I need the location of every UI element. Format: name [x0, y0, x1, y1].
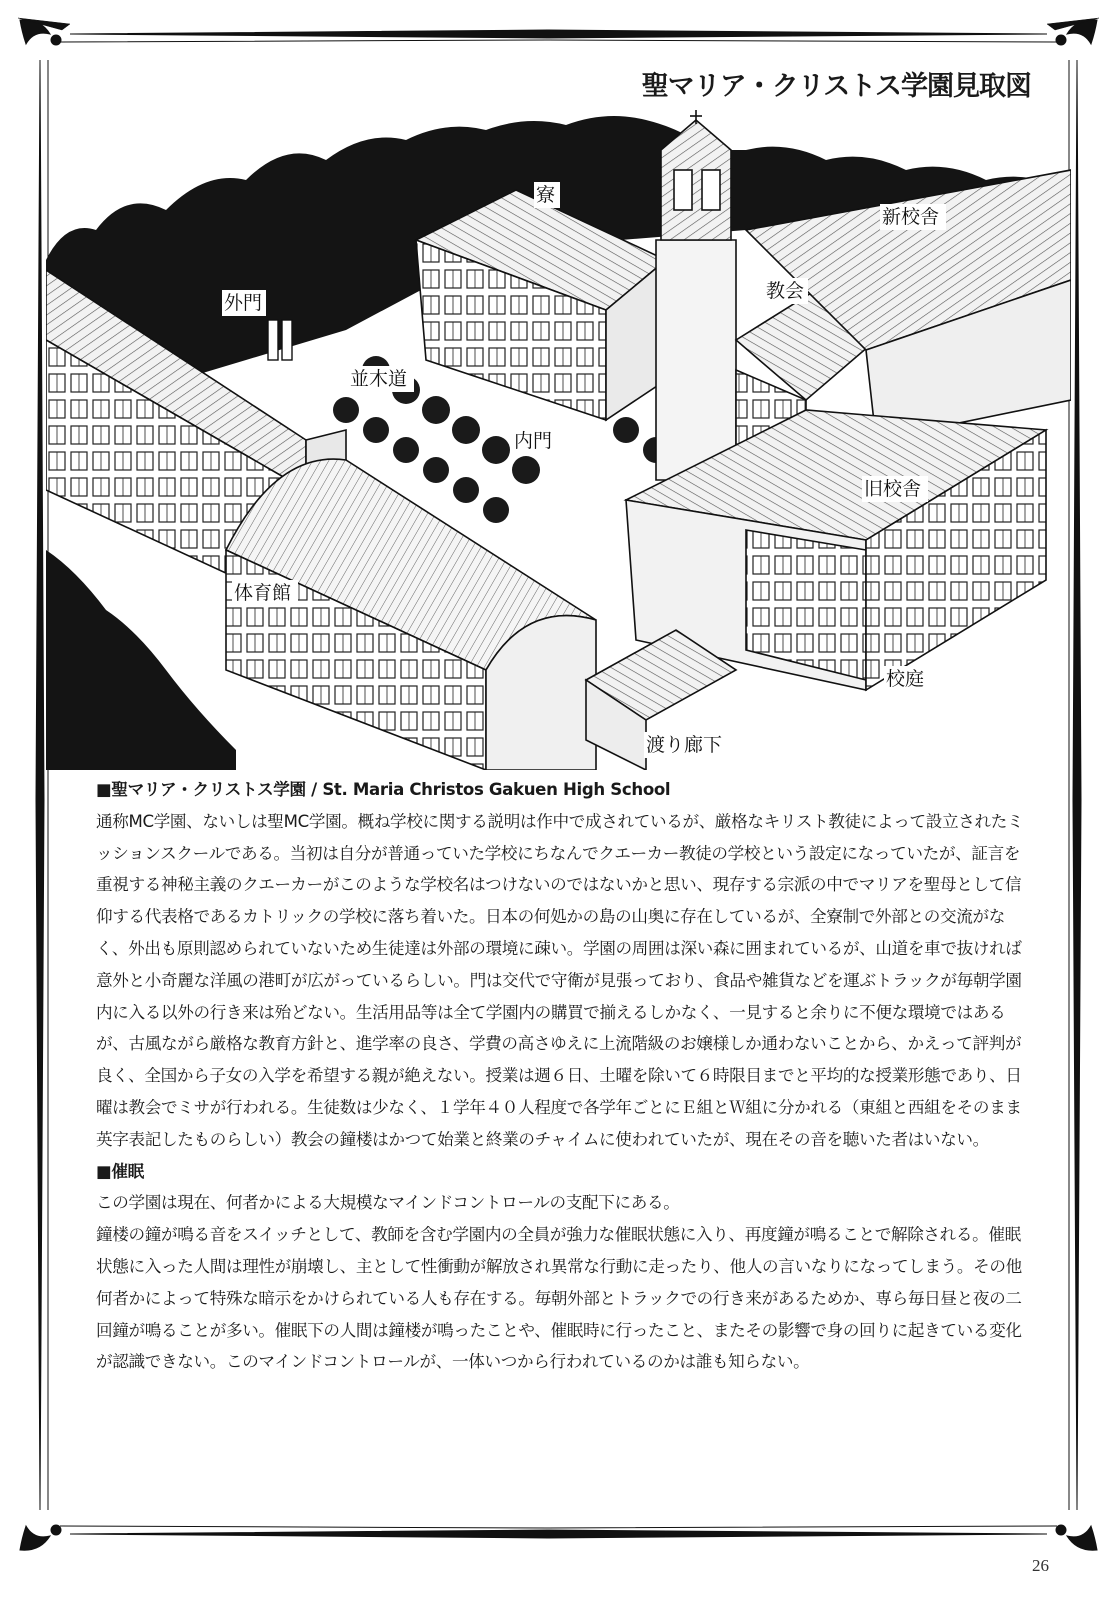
- label-church: 教会: [766, 280, 805, 302]
- gymnasium: [226, 459, 596, 770]
- corner-ornament-bl-icon: [20, 1525, 61, 1550]
- campus-map-illustration: [46, 110, 1071, 770]
- label-outer-gate: 外門: [224, 292, 263, 314]
- label-avenue: 並木道: [350, 368, 408, 390]
- page-title: 聖マリア・クリストス学園見取図: [641, 71, 1031, 102]
- label-courtyard: 校庭: [886, 668, 925, 690]
- description-text: [96, 774, 1030, 1378]
- label-gym: 体育館: [234, 582, 292, 604]
- section2-para2: 鐘楼の鐘が鳴る音をスイッチとして、教師を含む学園内の全員が強力な催眠状態に入り、再度鐘が鳴ることで解除される。催眠状態に入った人間は理性が崩壊し、主として性衝動が解放され異常な行動に走ったり、他人の言いなりになってしまう。その他何者かによって特殊な暗示をかけられている人も存在する。毎朝外部とトラックでの行き来があるためか、専ら毎日昼と夜の二回鐘が鳴ることが多い。催眠下の人間は鐘楼が鳴ったことや、催眠時に行ったこと、またその影響で身の回りに起きている変化が認識できない。このマインドコントロールが、一体いつから行われているのかは誰も知らない。: [96, 1225, 1022, 1372]
- label-new-building: 新校舎: [882, 206, 940, 228]
- label-old-building: 旧校舎: [864, 478, 922, 500]
- label-corridor: 渡り廊下: [646, 734, 723, 756]
- corner-ornament-tl-icon: [18, 18, 70, 45]
- section2-para1: この学園は現在、何者かによる大規模なマインドコントロールの支配下にある。: [96, 1193, 680, 1213]
- section1-body: 通称MC学園、ないしは聖MC学園。概ね学校に関する説明は作中で成されているが、厳格なキリスト教徒によって設立されたミッションスクールである。当初は自分が普通っていた学校にちなんでクエーカー教徒の学校という設定になっていたが、証言を重視する神秘主義のクエーカーがこのような学校名はつけないのではないかと思い、現存する宗派の中でマリアを聖母として信仰する代表格であるカトリックの学校に落ち着いた。日本の何処かの島の山奥に存在しているが、全寮制で外部との交流がなく、外出も原則認められていないため生徒達は外部の環境に疎い。学園の周囲は深い森に囲まれているが、山道を車で抜ければ意外と小奇麗な洋風の港町が広がっているらしい。門は交代で守衛が見張っており、食品や雑貨などを運ぶトラックが毎朝学園内に入る以外の行き来は殆どない。生活用品等は全て学園内の購買で揃えるしかなく、一見すると余りに不便な環境ではあるが、古風ながら厳格な教育方針と、進学率の良さ、学費の高さゆえに上流階級のお嬢様しか通わないことから、かえって評判が良く、全国から子女の入学を希望する親が絶えない。授業は週６日、土曜を除いて６時限目までと平均的な授業形態であり、日曜は教会でミサが行われる。生徒数は少なく、１学年４０人程度で各学年ごとにＥ組とＷ組に分かれる（東組と西組をそのまま英字表記したものらしい）教会の鐘楼はかつて始業と終業のチャイムに使われていたが、現在その音を聴いた者はいない。: [96, 811, 1024, 1149]
- section2-heading: ■催眠: [96, 1161, 144, 1181]
- label-dorm: 寮: [536, 184, 556, 206]
- corner-ornament-tr-icon: [1047, 18, 1099, 45]
- label-inner-gate: 内門: [514, 430, 553, 452]
- page-number: 26: [1032, 1556, 1049, 1575]
- section1-heading: ■聖マリア・クリストス学園 / St. Maria Christos Gakuen High School: [96, 780, 671, 799]
- corner-ornament-br-icon: [1056, 1525, 1097, 1550]
